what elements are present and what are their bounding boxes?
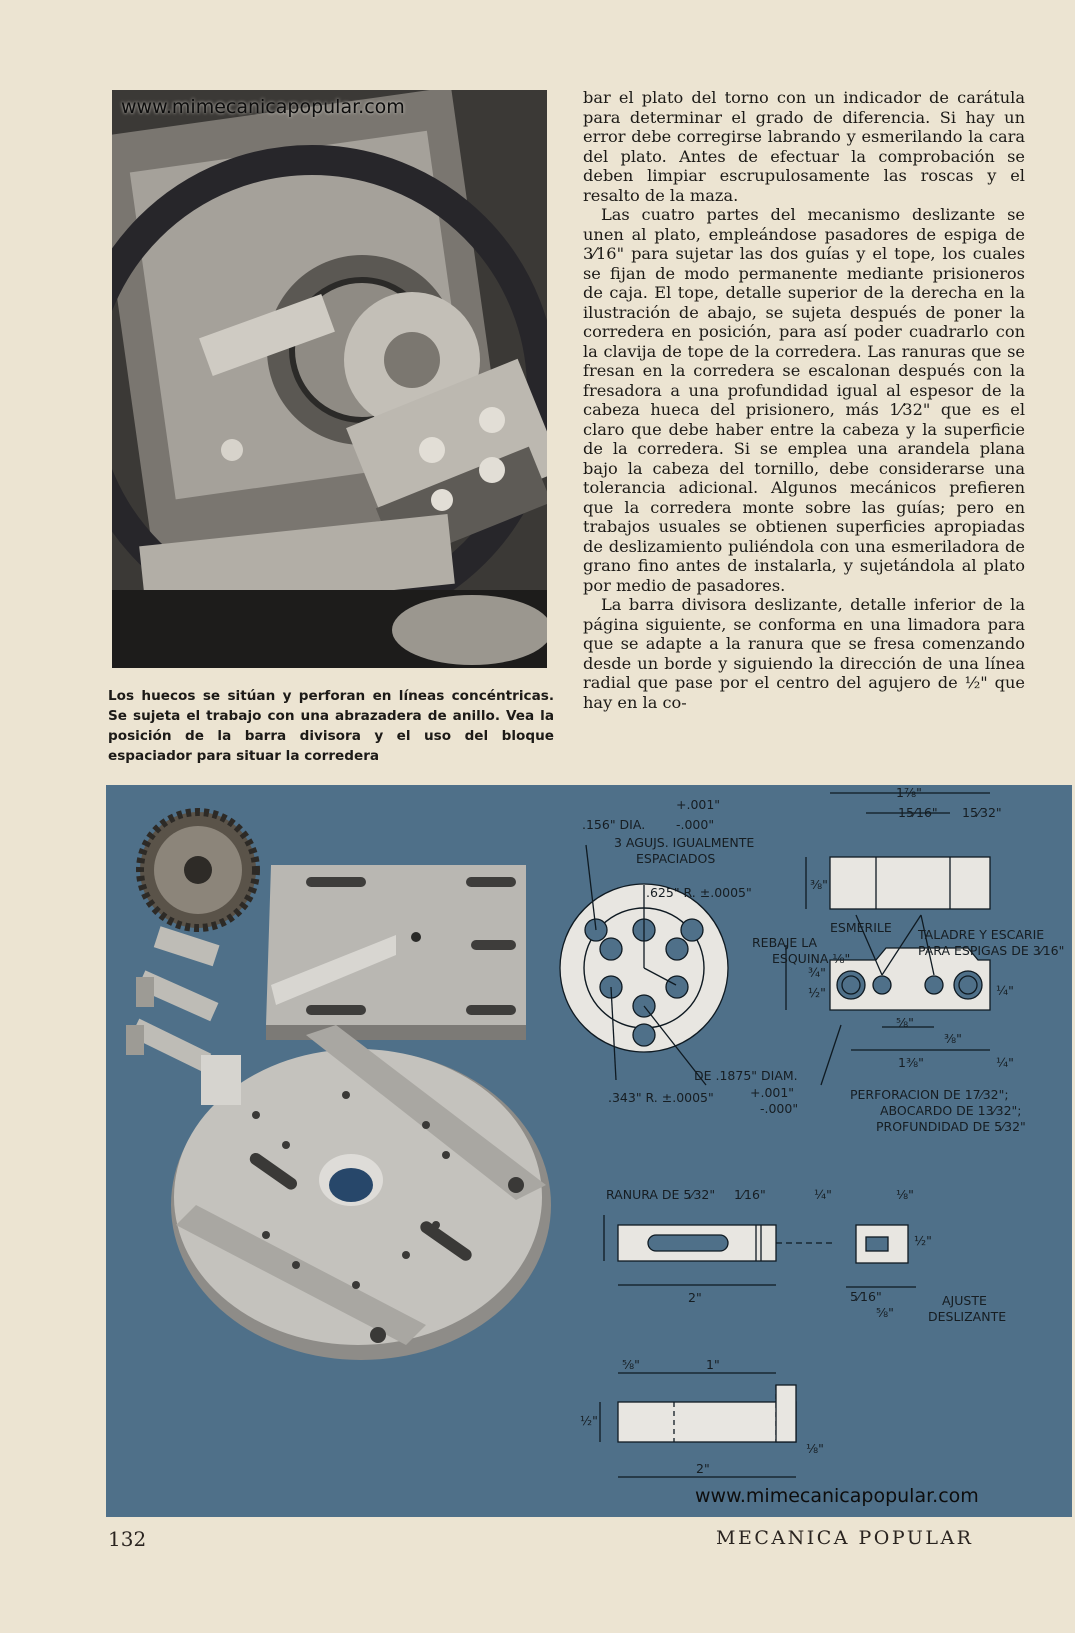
stop-d58-dim: ⅝" bbox=[896, 1015, 914, 1030]
ajuste-label-2: DESLIZANTE bbox=[928, 1309, 1007, 1324]
stop-d38-dim: ⅜" bbox=[944, 1031, 962, 1046]
bar2-dim-2: 2" bbox=[696, 1461, 710, 1476]
disk-tol2-plus: +.001" bbox=[750, 1085, 795, 1100]
stop-d14b-dim: ¼" bbox=[996, 1055, 1014, 1070]
taladre-label-2: PARA ESPIGAS DE 3⁄16" bbox=[918, 943, 1065, 958]
disk-radius: .625" R. ±.0005" bbox=[646, 885, 752, 900]
perforacion-label-2: ABOCARDO DE 13⁄32"; bbox=[880, 1103, 1022, 1118]
article-paragraph: bar el plato del torno con un indicador de carátula para determinar el grado de diferencia. Si hay un error debe corregirse labrando y esmerilando la cara del plato. Antes de efectuar la comprobación se deben limpiar escrupulosamente las roscas y el resalto de la maza. bbox=[583, 88, 1025, 205]
index-disk-diagram bbox=[560, 845, 728, 1085]
bar-dim-516: 5⁄16" bbox=[850, 1289, 882, 1304]
stop-dim-2: 15⁄32" bbox=[962, 805, 1002, 820]
machine-photo bbox=[112, 90, 547, 668]
bar-dim-14: ¼" bbox=[814, 1187, 832, 1202]
disk-dia: .156" DIA. bbox=[582, 817, 646, 832]
ranura-label: RANURA DE 5⁄32" bbox=[606, 1187, 716, 1202]
disk-holes-line1: 3 AGUJS. IGUALMENTE bbox=[614, 835, 755, 850]
page-number: 132 bbox=[108, 1527, 147, 1551]
gear-part bbox=[140, 812, 256, 928]
disk-tol-plus: +.001" bbox=[676, 797, 721, 812]
stop-total-dim: 1⅞" bbox=[896, 785, 922, 800]
stop-d138-dim: 1⅜" bbox=[898, 1055, 924, 1070]
machine-photo-illustration bbox=[112, 90, 547, 668]
stop-h12-dim: ½" bbox=[808, 985, 826, 1000]
bar-dim-18: ⅛" bbox=[896, 1187, 914, 1202]
technical-drawing-panel bbox=[106, 785, 1072, 1517]
stop-height-dim: ⅜" bbox=[810, 877, 828, 892]
stop-h34-dim: ¾" bbox=[808, 965, 826, 980]
bar-dim-2: 2" bbox=[688, 1290, 702, 1305]
taladre-label-1: TALADRE Y ESCARIE bbox=[918, 927, 1045, 942]
bar-dim-h12: ½" bbox=[914, 1233, 932, 1248]
bar2-dim-58: ⅝" bbox=[622, 1357, 640, 1372]
ajuste-label-1: AJUSTE bbox=[942, 1293, 987, 1308]
stop-r14-dim: ¼" bbox=[996, 983, 1014, 998]
faceplate-part bbox=[171, 1025, 551, 1360]
disk-holes-line2: ESPACIADOS bbox=[636, 851, 716, 866]
perforacion-label-3: PROFUNDIDAD DE 5⁄32" bbox=[876, 1119, 1026, 1134]
article-column bbox=[583, 88, 1025, 712]
photo-caption: Los huecos se sitúan y perforan en líneas concéntricas. Se sujeta el trabajo con una abrazadera de anillo. Vea la posición de la barra divisora y el uso del bloque espaciador para situar la corredera bbox=[108, 688, 554, 764]
disk-inner-dia: DE .1875" DIAM. bbox=[694, 1068, 798, 1083]
disk-tol-minus: -.000" bbox=[676, 817, 715, 832]
bar-dim-58: ⅝" bbox=[876, 1305, 894, 1320]
stop-dim-1: 15⁄16" bbox=[898, 805, 938, 820]
disk-small-radius: .343" R. ±.0005" bbox=[608, 1090, 714, 1105]
rebaje-label-1: REBAJE LA bbox=[752, 935, 818, 950]
perforacion-label-1: PERFORACION DE 17⁄32"; bbox=[850, 1087, 1009, 1102]
slide-bar-diagram-top bbox=[604, 1215, 916, 1287]
rebaje-label-2: ESQUINA ⅛" bbox=[772, 951, 851, 966]
esmerile-label: ESMERILE bbox=[830, 920, 892, 935]
bar2-dim-h12: ½" bbox=[580, 1413, 598, 1428]
technical-drawing bbox=[106, 785, 1072, 1517]
watermark-top: www.mimecanicapopular.com bbox=[121, 96, 405, 118]
bar2-dim-1: 1" bbox=[706, 1357, 720, 1372]
article-paragraph: Las cuatro partes del mecanismo deslizante se unen al plato, empleándose pasadores de espiga de 3⁄16" para sujetar las dos guías y el tope, los cuales se fijan de modo permanente mediante prisioneros de caja. El tope, detalle superior de la derecha en la ilustración de abajo, se sujeta después de poner la corredera en posición, para así poder cuadrarlo con la clavija de tope de la corredera. Las ranuras que se fresan en la corredera se escalonan después con la fresadora a una profundidad igual al espesor de la cabeza hueca del prisionero, más 1⁄32" que es el claro que debe haber entre la cabeza y la superficie de la corredera. Si se emplea una arandela plana bajo la cabeza del tornillo, debe considerarse una tolerancia adicional. Algunos mecánicos prefieren que la corredera monte sobre las guías; pero en trabajos usuales se obtienen superficies apropiadas de deslizamiento puliéndola con una esmeriladora de grano fino antes de instalarla, y sujetándola al plato por medio de pasadores. bbox=[583, 205, 1025, 595]
article-paragraph: La barra divisora deslizante, detalle inferior de la página siguiente, se conforma en una limadora para que se adapte a la ranura que se fresa comenzando desde un borde y siguiendo la dirección de una línea radial que pase por el centro del agujero de ½" que hay en la co- bbox=[583, 595, 1025, 712]
magazine-name: MECANICA POPULAR bbox=[716, 1527, 974, 1549]
bar-dim-116: 1⁄16" bbox=[734, 1187, 766, 1202]
slide-plate-part bbox=[266, 865, 526, 1040]
bar2-dim-18: ⅛" bbox=[806, 1441, 824, 1456]
disk-tol2-minus: -.000" bbox=[760, 1101, 799, 1116]
watermark-bottom: www.mimecanicapopular.com bbox=[695, 1485, 979, 1507]
small-parts bbox=[126, 926, 220, 1072]
